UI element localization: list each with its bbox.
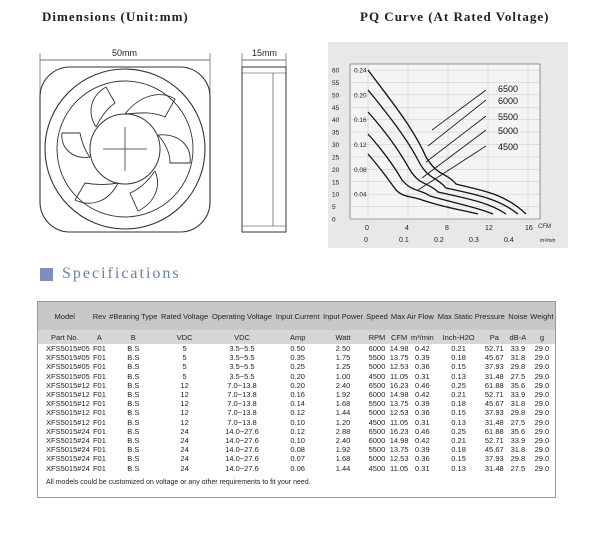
table-cell: XFS5015#12 <box>46 417 90 427</box>
table-cell: 6000 <box>368 390 386 400</box>
spec-header-cell: Noise <box>507 302 529 330</box>
table-cell: 2.40 <box>335 436 351 446</box>
table-cell: 11.05 <box>390 417 409 427</box>
table-cell: 31.48 <box>484 463 504 473</box>
table-cell: 16.23 <box>389 426 409 436</box>
table-cell: 6000 <box>368 436 386 446</box>
spec-subheader-cell: Inch-H2O <box>436 330 482 344</box>
table-cell: B.S <box>127 399 140 409</box>
table-cell: 29.0 <box>534 426 550 436</box>
table-cell: B.S <box>127 344 140 353</box>
table-cell: 24 <box>180 463 189 473</box>
table-cell: 4500 <box>368 371 386 381</box>
table-cell: 0.31 <box>415 463 430 473</box>
pq-y-left-tick: 25 <box>332 154 340 162</box>
table-cell: 29.0 <box>534 408 550 418</box>
table-cell: 14.0~27.6 <box>225 463 259 473</box>
table-cell: XFS5015#24 <box>46 445 90 455</box>
table-row <box>38 353 555 362</box>
table-cell: 29.0 <box>534 417 550 427</box>
pq-y-left-tick: 5 <box>332 204 336 212</box>
table-cell: 14.98 <box>389 436 409 446</box>
table-cell: 14.98 <box>389 344 409 353</box>
table-cell: B.S <box>127 454 140 464</box>
table-cell: 0.15 <box>451 408 466 418</box>
table-cell: 7.0~13.8 <box>227 380 257 390</box>
table-cell: 1.00 <box>335 371 351 381</box>
table-cell: 12.53 <box>389 454 409 464</box>
table-cell: 29.8 <box>510 408 526 418</box>
table-cell: 13.75 <box>389 353 409 363</box>
table-cell: 29.0 <box>534 362 550 372</box>
table-cell: B.S <box>127 362 140 372</box>
table-cell: XFS5015#05 <box>46 362 90 372</box>
table-cell: 0.15 <box>451 454 466 464</box>
table-cell: 52.71 <box>484 390 504 400</box>
table-cell: 5000 <box>368 454 386 464</box>
table-cell: 45.67 <box>484 445 504 455</box>
table-cell: 2.88 <box>335 426 351 436</box>
table-cell: 37.93 <box>484 362 504 372</box>
spec-header-cell: Operating Voltage <box>210 302 274 330</box>
table-cell: XFS5015#05 <box>46 353 90 363</box>
table-cell: 29.0 <box>534 445 550 455</box>
table-cell: 12 <box>180 399 189 409</box>
table-cell: 0.25 <box>451 380 466 390</box>
table-cell: 5 <box>182 353 187 363</box>
table-row <box>38 454 555 463</box>
pq-y-right-tick: 0.12 <box>354 142 367 149</box>
table-cell: 12.53 <box>389 408 409 418</box>
table-cell: B.S <box>127 353 140 363</box>
spec-title: Specifications <box>62 265 181 282</box>
spec-subheader-cell: B <box>107 330 159 344</box>
pq-y-left-tick: 35 <box>332 129 340 137</box>
table-cell: 14.0~27.6 <box>225 454 259 464</box>
pq-y-left-tick: 30 <box>332 142 340 149</box>
table-cell: F01 <box>92 445 106 455</box>
table-cell: XFS5015#24 <box>46 463 90 473</box>
table-cell: B.S <box>127 390 140 400</box>
table-cell: 7.0~13.8 <box>227 399 257 409</box>
pq-curve-title: PQ Curve (At Rated Voltage) <box>360 9 550 24</box>
table-cell: B.S <box>127 445 140 455</box>
table-cell: 0.36 <box>415 454 430 464</box>
pq-x-top-tick: 4 <box>405 225 409 232</box>
table-cell: 33.9 <box>510 344 526 353</box>
spec-header-cell: Input Power <box>321 302 364 330</box>
table-cell: 0.15 <box>451 362 466 372</box>
table-cell: 0.20 <box>290 371 305 381</box>
table-cell: F01 <box>92 436 106 446</box>
table-row <box>38 427 555 436</box>
spec-header-cell: #Bearing Type <box>107 302 159 330</box>
speed-label-5000: 5000 <box>498 126 519 136</box>
table-row <box>38 418 555 427</box>
table-row <box>38 399 555 408</box>
cfm-unit: CFM <box>538 224 551 230</box>
table-cell: 5 <box>182 344 187 353</box>
table-cell: 0.36 <box>415 362 430 372</box>
table-cell: 4500 <box>368 417 386 427</box>
table-cell: 12 <box>180 408 189 418</box>
table-cell: 13.75 <box>389 445 409 455</box>
pq-y-right-tick: 0.16 <box>354 117 367 125</box>
table-cell: 24 <box>180 426 189 436</box>
table-row <box>38 445 555 454</box>
table-cell: 1.25 <box>335 362 351 372</box>
speed-label-4500: 4500 <box>498 142 519 152</box>
table-cell: 31.48 <box>484 417 504 427</box>
table-row <box>38 464 555 473</box>
table-cell: 0.07 <box>290 454 305 464</box>
table-cell: F01 <box>92 463 106 473</box>
table-cell: 0.25 <box>290 362 305 372</box>
table-cell: F01 <box>92 399 106 409</box>
table-cell: F01 <box>92 353 106 363</box>
spec-subheader-cell: VDC <box>210 330 274 344</box>
table-cell: 2.50 <box>335 344 351 353</box>
table-cell: 61.88 <box>484 426 504 436</box>
table-cell: 0.20 <box>290 380 305 390</box>
m3min-unit: m³/min <box>540 238 556 244</box>
table-cell: 0.42 <box>415 436 430 446</box>
table-cell: 14.0~27.6 <box>225 426 259 436</box>
table-cell: 0.21 <box>451 436 466 446</box>
table-cell: 0.18 <box>451 399 466 409</box>
table-cell: F01 <box>92 417 106 427</box>
table-cell: 1.68 <box>335 399 351 409</box>
table-cell: 0.39 <box>415 399 430 409</box>
table-cell: 1.92 <box>335 390 351 400</box>
table-cell: 4500 <box>368 463 386 473</box>
spec-header-cell: Rated Voltage <box>159 302 210 330</box>
table-cell: 1.44 <box>335 408 351 418</box>
table-cell: 1.92 <box>335 445 351 455</box>
table-cell: 52.71 <box>484 344 504 353</box>
table-cell: 7.0~13.8 <box>227 390 257 400</box>
table-cell: 33.9 <box>510 436 526 446</box>
table-cell: 3.5~5.5 <box>229 353 255 363</box>
spec-subheader-cell: A <box>92 330 108 344</box>
speed-label-5500: 5500 <box>498 112 519 122</box>
table-cell: 0.13 <box>451 417 466 427</box>
table-cell: 0.25 <box>451 426 466 436</box>
table-cell: 29.0 <box>534 463 550 473</box>
table-cell: 5 <box>182 362 187 372</box>
table-cell: 0.14 <box>290 399 305 409</box>
table-cell: 29.0 <box>534 436 550 446</box>
spec-subheader-cell: Pa <box>482 330 507 344</box>
table-cell: 24 <box>180 454 189 464</box>
table-cell: 5500 <box>368 445 386 455</box>
table-cell: 5000 <box>368 362 386 372</box>
pq-y-left-tick: 10 <box>332 191 340 199</box>
table-row <box>38 362 555 371</box>
table-cell: 14.0~27.6 <box>225 445 259 455</box>
table-row <box>38 344 555 353</box>
table-cell: 0.31 <box>415 371 430 381</box>
table-cell: 29.0 <box>534 353 550 363</box>
spec-subheader-cell: VDC <box>159 330 210 344</box>
table-cell: 1.20 <box>335 417 351 427</box>
table-cell: F01 <box>92 344 106 353</box>
table-cell: 0.12 <box>290 408 305 418</box>
table-cell: 0.42 <box>415 344 430 353</box>
table-cell: B.S <box>127 426 140 436</box>
table-row <box>38 408 555 417</box>
table-cell: 37.93 <box>484 454 504 464</box>
pq-x-top-tick: 16 <box>525 225 533 232</box>
table-cell: 52.71 <box>484 436 504 446</box>
table-cell: 0.18 <box>451 353 466 363</box>
table-cell: 13.75 <box>389 399 409 409</box>
table-row <box>38 390 555 399</box>
table-cell: XFS5015#12 <box>46 390 90 400</box>
table-cell: XFS5015#24 <box>46 454 90 464</box>
table-cell: XFS5015#12 <box>46 399 90 409</box>
table-cell: F01 <box>92 371 106 381</box>
pq-x-bottom-tick: 0.3 <box>469 237 479 244</box>
table-cell: 5500 <box>368 353 386 363</box>
table-row <box>38 381 555 390</box>
table-cell: F01 <box>92 426 106 436</box>
table-cell: 31.8 <box>510 445 526 455</box>
table-cell: 12.53 <box>389 362 409 372</box>
spec-header-cell: Weight <box>529 302 555 330</box>
spec-subheader-cell: m³/min <box>409 330 435 344</box>
table-cell: 3.5~5.5 <box>229 362 255 372</box>
table-cell: 24 <box>180 445 189 455</box>
table-cell: 31.8 <box>510 353 526 363</box>
table-cell: 33.9 <box>510 390 526 400</box>
table-cell: 0.46 <box>415 426 430 436</box>
spec-header-cell: Rev <box>92 302 108 330</box>
pq-y-right-tick: 0.04 <box>354 191 367 199</box>
table-cell: 0.16 <box>290 390 305 400</box>
table-cell: 27.5 <box>510 417 526 427</box>
table-cell: F01 <box>92 380 106 390</box>
table-cell: 27.5 <box>510 463 526 473</box>
table-cell: 29.8 <box>510 454 526 464</box>
table-cell: 14.0~27.6 <box>225 436 259 446</box>
table-cell: 16.23 <box>389 380 409 390</box>
table-cell: XFS5015#24 <box>46 426 90 436</box>
table-cell: XFS5015#05 <box>46 344 90 353</box>
table-cell: 0.31 <box>415 417 430 427</box>
table-cell: B.S <box>127 380 140 390</box>
pq-x-top-tick: 12 <box>485 225 493 232</box>
pq-y-right-tick: 0.24 <box>354 67 367 75</box>
speed-label-6500: 6500 <box>498 84 519 94</box>
table-cell: 1.68 <box>335 454 351 464</box>
table-cell: 6500 <box>368 426 386 436</box>
pq-x-bottom-tick: 0.2 <box>434 237 444 244</box>
pq-x-top-tick: 8 <box>445 225 449 232</box>
table-cell: XFS5015#24 <box>46 436 90 446</box>
depth-label: 15mm <box>252 48 278 58</box>
pq-y-right-tick: 0.20 <box>354 92 367 100</box>
table-cell: 29.8 <box>510 362 526 372</box>
table-cell: XFS5015#12 <box>46 408 90 418</box>
table-cell: 0.35 <box>290 353 305 363</box>
table-cell: 61.88 <box>484 380 504 390</box>
table-cell: 0.13 <box>451 463 466 473</box>
pq-y-left-tick: 0 <box>332 216 336 224</box>
pq-x-bottom-tick: 0 <box>364 237 368 244</box>
table-cell: 3.5~5.5 <box>229 371 255 381</box>
fan-dimension-drawing <box>30 35 310 245</box>
pq-x-bottom-tick: 0.1 <box>399 237 409 244</box>
table-cell: 1.44 <box>335 463 351 473</box>
pq-y-left-tick: 60 <box>332 67 340 75</box>
table-cell: 6000 <box>368 344 386 353</box>
speed-label-6000: 6000 <box>498 96 519 106</box>
table-cell: 7.0~13.8 <box>227 417 257 427</box>
spec-header-cell: Speed <box>365 302 389 330</box>
table-cell: 5500 <box>368 399 386 409</box>
pq-curve-chart <box>328 42 568 248</box>
table-cell: 0.08 <box>290 445 305 455</box>
table-cell: B.S <box>127 408 140 418</box>
table-cell: 11.05 <box>390 371 409 381</box>
spec-header-cell: Model <box>38 302 92 330</box>
table-cell: 29.0 <box>534 344 550 353</box>
spec-table <box>38 302 555 473</box>
table-cell: F01 <box>92 362 106 372</box>
spec-title-square <box>40 268 53 281</box>
table-cell: XFS5015#12 <box>46 380 90 390</box>
table-cell: 3.5~5.5 <box>229 344 255 353</box>
table-cell: 0.12 <box>290 426 305 436</box>
table-row <box>38 372 555 381</box>
spec-header-cell: Max Air Flow <box>389 302 435 330</box>
table-cell: XFS5015#05 <box>46 371 90 381</box>
table-cell: 31.8 <box>510 399 526 409</box>
table-cell: 0.21 <box>451 344 466 353</box>
table-cell: B.S <box>127 417 140 427</box>
table-cell: 29.0 <box>534 454 550 464</box>
table-cell: 31.48 <box>484 371 504 381</box>
table-cell: 0.13 <box>451 371 466 381</box>
pq-x-bottom-tick: 0.4 <box>504 237 514 244</box>
pq-y-left-tick: 40 <box>332 117 340 125</box>
spec-header-cell: Max Static Pressure <box>436 302 507 330</box>
pq-y-right-tick: 0.08 <box>354 166 367 174</box>
dimensions-title: Dimensions (Unit:mm) <box>42 9 189 24</box>
spec-table-container <box>37 301 556 498</box>
pq-y-left-tick: 55 <box>332 79 340 87</box>
table-cell: 12 <box>180 390 189 400</box>
pq-x-top-tick: 0 <box>365 225 369 232</box>
spec-subheader-cell: g <box>529 330 555 344</box>
pq-y-left-tick: 50 <box>332 92 340 100</box>
table-cell: 0.39 <box>415 353 430 363</box>
pq-y-left-tick: 45 <box>332 104 340 112</box>
table-cell: B.S <box>127 436 140 446</box>
table-cell: 0.42 <box>415 390 430 400</box>
table-cell: 0.46 <box>415 380 430 390</box>
spec-subheader-cell: dB-A <box>507 330 529 344</box>
table-cell: 35.6 <box>510 380 526 390</box>
spec-subheader-cell: Part No. <box>38 330 92 344</box>
spec-subheader-cell: RPM <box>365 330 389 344</box>
table-cell: F01 <box>92 454 106 464</box>
table-cell: 5 <box>182 371 187 381</box>
pq-y-left-tick: 20 <box>332 166 340 174</box>
table-cell: 29.0 <box>534 399 550 409</box>
pq-y-left-tick: 15 <box>332 179 340 187</box>
table-cell: 27.5 <box>510 371 526 381</box>
table-cell: B.S <box>127 371 140 381</box>
table-cell: 45.67 <box>484 353 504 363</box>
table-cell: 7.0~13.8 <box>227 408 257 418</box>
table-cell: 0.10 <box>290 436 305 446</box>
spec-header-cell: Input Current <box>274 302 321 330</box>
table-cell: F01 <box>92 390 106 400</box>
table-cell: 29.0 <box>534 390 550 400</box>
table-cell: 1.75 <box>335 353 351 363</box>
table-cell: 35.6 <box>510 426 526 436</box>
table-cell: 0.36 <box>415 408 430 418</box>
table-cell: 24 <box>180 436 189 446</box>
table-cell: 14.98 <box>389 390 409 400</box>
table-cell: 0.39 <box>415 445 430 455</box>
table-cell: 0.50 <box>290 344 305 353</box>
spec-subheader-cell: Amp <box>274 330 321 344</box>
spec-subheader-cell: Watt <box>321 330 364 344</box>
table-cell: 2.40 <box>335 380 351 390</box>
table-cell: 37.93 <box>484 408 504 418</box>
table-cell: 11.05 <box>390 463 409 473</box>
table-cell: 12 <box>180 380 189 390</box>
table-cell: 5000 <box>368 408 386 418</box>
table-cell: 45.67 <box>484 399 504 409</box>
table-cell: B.S <box>127 463 140 473</box>
table-cell: F01 <box>92 408 106 418</box>
spec-subheader-cell: CFM <box>389 330 409 344</box>
table-cell: 29.0 <box>534 380 550 390</box>
table-cell: 12 <box>180 417 189 427</box>
table-row <box>38 436 555 445</box>
width-label: 50mm <box>112 48 138 58</box>
table-cell: 0.18 <box>451 445 466 455</box>
table-cell: 0.06 <box>290 463 305 473</box>
table-cell: 6500 <box>368 380 386 390</box>
spec-note: All models could be customized on voltage or any other requirements to fit your need. <box>46 478 311 486</box>
table-cell: 0.10 <box>290 417 305 427</box>
table-cell: 29.0 <box>534 371 550 381</box>
table-cell: 0.21 <box>451 390 466 400</box>
